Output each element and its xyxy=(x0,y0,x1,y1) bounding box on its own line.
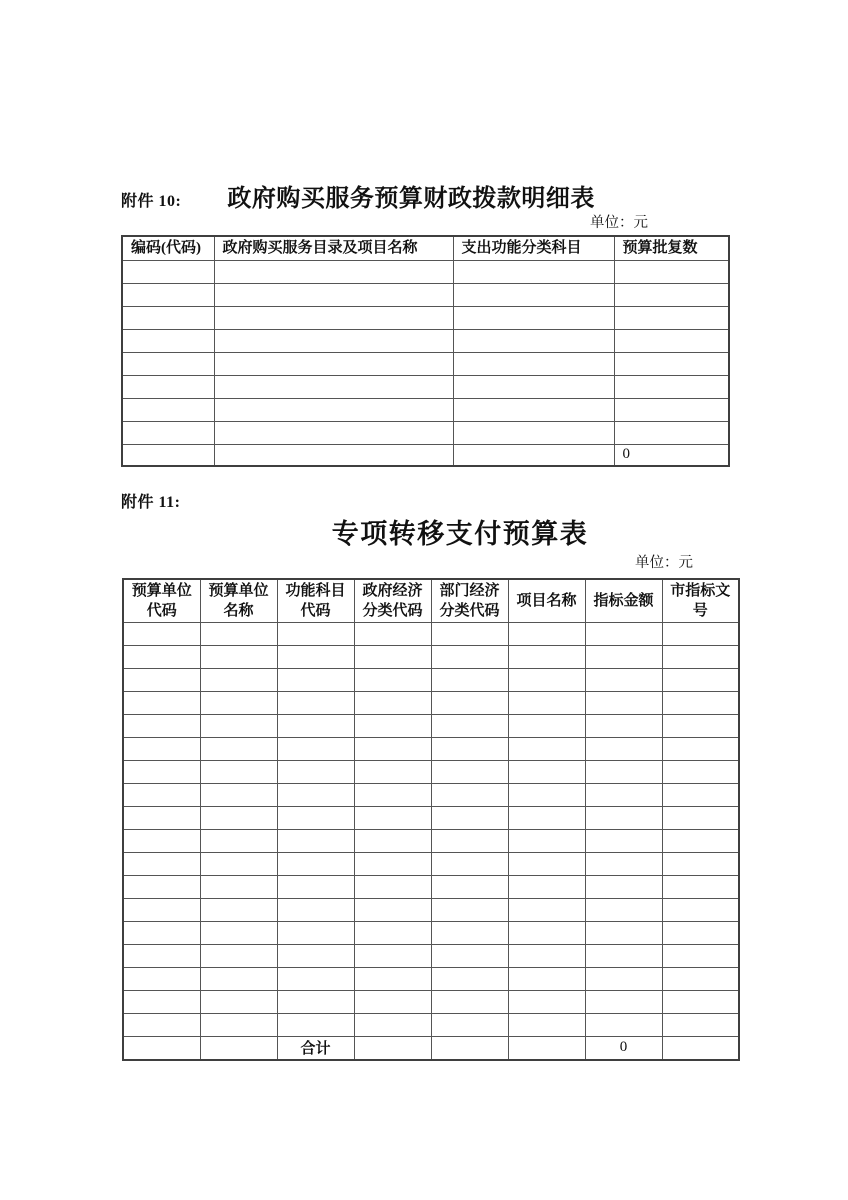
table-row xyxy=(123,760,739,783)
empty-cell xyxy=(354,622,431,645)
empty-cell xyxy=(200,806,277,829)
empty-cell xyxy=(123,737,200,760)
total-row-cell xyxy=(662,1036,739,1060)
empty-cell xyxy=(354,944,431,967)
column-header: 预算单位 名称 xyxy=(200,579,277,622)
column-header: 预算单位 代码 xyxy=(123,579,200,622)
empty-cell xyxy=(122,375,214,398)
empty-cell xyxy=(508,645,585,668)
empty-cell xyxy=(200,645,277,668)
empty-cell xyxy=(585,1013,662,1036)
empty-cell xyxy=(431,806,508,829)
empty-cell xyxy=(123,921,200,944)
empty-cell xyxy=(585,760,662,783)
empty-cell xyxy=(200,783,277,806)
empty-cell xyxy=(662,921,739,944)
table-row xyxy=(122,283,729,306)
total-value-cell: 0 xyxy=(585,1036,662,1060)
empty-cell xyxy=(662,691,739,714)
table-row xyxy=(122,421,729,444)
empty-cell xyxy=(585,990,662,1013)
empty-cell xyxy=(214,352,453,375)
empty-cell xyxy=(508,829,585,852)
table-row xyxy=(123,944,739,967)
empty-cell xyxy=(277,622,354,645)
special-transfer-payment-budget-table xyxy=(122,578,740,1061)
empty-cell xyxy=(123,622,200,645)
table-row xyxy=(123,691,739,714)
empty-cell xyxy=(431,829,508,852)
empty-cell xyxy=(123,1013,200,1036)
empty-cell xyxy=(200,944,277,967)
empty-cell xyxy=(200,898,277,921)
empty-cell xyxy=(354,875,431,898)
column-header: 政府购买服务目录及项目名称 xyxy=(214,236,453,260)
empty-cell xyxy=(200,714,277,737)
empty-cell xyxy=(662,990,739,1013)
empty-cell xyxy=(277,852,354,875)
empty-cell xyxy=(200,1013,277,1036)
empty-cell xyxy=(200,691,277,714)
empty-cell xyxy=(585,691,662,714)
empty-cell xyxy=(585,806,662,829)
empty-cell xyxy=(453,329,614,352)
empty-cell xyxy=(431,898,508,921)
empty-cell xyxy=(277,898,354,921)
total-row-cell xyxy=(354,1036,431,1060)
empty-cell xyxy=(277,921,354,944)
empty-cell xyxy=(354,783,431,806)
table-row xyxy=(122,306,729,329)
empty-cell xyxy=(431,875,508,898)
total-row-cell xyxy=(508,1036,585,1060)
empty-cell xyxy=(585,898,662,921)
table-row xyxy=(123,1013,739,1036)
empty-cell xyxy=(354,714,431,737)
column-header: 编码(代码) xyxy=(122,236,214,260)
empty-cell xyxy=(200,760,277,783)
column-header: 市指标文 号 xyxy=(662,579,739,622)
table-row xyxy=(122,352,729,375)
table-row xyxy=(123,875,739,898)
gov-purchase-service-budget-table xyxy=(121,235,730,467)
empty-cell xyxy=(123,783,200,806)
empty-cell xyxy=(354,806,431,829)
column-header: 政府经济 分类代码 xyxy=(354,579,431,622)
empty-cell xyxy=(214,306,453,329)
empty-cell xyxy=(200,622,277,645)
empty-cell xyxy=(354,852,431,875)
table-row xyxy=(122,260,729,283)
empty-cell xyxy=(200,668,277,691)
empty-cell xyxy=(508,921,585,944)
empty-cell xyxy=(214,421,453,444)
empty-cell xyxy=(354,967,431,990)
empty-cell xyxy=(122,260,214,283)
empty-cell xyxy=(214,260,453,283)
empty-cell xyxy=(453,283,614,306)
total-row-cell xyxy=(453,444,614,466)
empty-cell xyxy=(354,921,431,944)
empty-cell xyxy=(431,691,508,714)
empty-cell xyxy=(585,921,662,944)
unit-label-table-10: 单位：元 xyxy=(590,215,648,231)
empty-cell xyxy=(277,944,354,967)
table-row xyxy=(123,806,739,829)
attachment-11-label: 附件 11: xyxy=(121,494,181,511)
empty-cell xyxy=(508,898,585,921)
table-row xyxy=(122,329,729,352)
empty-cell xyxy=(431,921,508,944)
empty-cell xyxy=(431,944,508,967)
empty-cell xyxy=(508,691,585,714)
table-row xyxy=(123,737,739,760)
unit-label-table-11: 单位：元 xyxy=(635,555,693,571)
empty-cell xyxy=(354,737,431,760)
empty-cell xyxy=(122,421,214,444)
empty-cell xyxy=(453,352,614,375)
table-row xyxy=(123,967,739,990)
total-row xyxy=(122,444,729,466)
empty-cell xyxy=(585,668,662,691)
empty-cell xyxy=(453,306,614,329)
empty-cell xyxy=(354,1013,431,1036)
column-header: 支出功能分类科目 xyxy=(453,236,614,260)
empty-cell xyxy=(662,806,739,829)
empty-cell xyxy=(585,737,662,760)
empty-cell xyxy=(614,283,729,306)
empty-cell xyxy=(453,398,614,421)
empty-cell xyxy=(585,829,662,852)
empty-cell xyxy=(354,898,431,921)
empty-cell xyxy=(354,668,431,691)
table-row xyxy=(123,668,739,691)
empty-cell xyxy=(585,967,662,990)
empty-cell xyxy=(431,967,508,990)
empty-cell xyxy=(214,283,453,306)
total-row-cell xyxy=(214,444,453,466)
empty-cell xyxy=(123,760,200,783)
empty-cell xyxy=(277,990,354,1013)
empty-cell xyxy=(614,375,729,398)
empty-cell xyxy=(431,622,508,645)
empty-cell xyxy=(662,875,739,898)
empty-cell xyxy=(453,421,614,444)
column-header: 预算批复数 xyxy=(614,236,729,260)
empty-cell xyxy=(200,829,277,852)
empty-cell xyxy=(662,645,739,668)
empty-cell xyxy=(123,691,200,714)
empty-cell xyxy=(431,760,508,783)
total-row-cell xyxy=(122,444,214,466)
empty-cell xyxy=(662,1013,739,1036)
empty-cell xyxy=(277,668,354,691)
empty-cell xyxy=(277,875,354,898)
empty-cell xyxy=(123,990,200,1013)
empty-cell xyxy=(614,329,729,352)
empty-cell xyxy=(200,967,277,990)
empty-cell xyxy=(277,829,354,852)
empty-cell xyxy=(508,806,585,829)
table-row xyxy=(123,990,739,1013)
attachment-11-title: 专项转移支付预算表 xyxy=(331,519,589,549)
table-row xyxy=(123,898,739,921)
empty-cell xyxy=(123,944,200,967)
column-header: 项目名称 xyxy=(508,579,585,622)
empty-cell xyxy=(122,398,214,421)
empty-cell xyxy=(508,990,585,1013)
empty-cell xyxy=(200,921,277,944)
total-value-cell: 0 xyxy=(614,444,729,466)
empty-cell xyxy=(585,714,662,737)
empty-cell xyxy=(277,737,354,760)
empty-cell xyxy=(662,852,739,875)
empty-cell xyxy=(662,944,739,967)
empty-cell xyxy=(431,1013,508,1036)
table-row xyxy=(123,714,739,737)
empty-cell xyxy=(585,622,662,645)
total-row-cell xyxy=(431,1036,508,1060)
empty-cell xyxy=(614,352,729,375)
header-row xyxy=(123,579,739,622)
empty-cell xyxy=(662,668,739,691)
empty-cell xyxy=(431,990,508,1013)
empty-cell xyxy=(200,852,277,875)
empty-cell xyxy=(354,990,431,1013)
empty-cell xyxy=(508,760,585,783)
empty-cell xyxy=(508,967,585,990)
empty-cell xyxy=(354,829,431,852)
empty-cell xyxy=(123,875,200,898)
empty-cell xyxy=(662,783,739,806)
empty-cell xyxy=(662,714,739,737)
empty-cell xyxy=(431,668,508,691)
empty-cell xyxy=(662,760,739,783)
empty-cell xyxy=(614,421,729,444)
empty-cell xyxy=(585,645,662,668)
table-row xyxy=(123,622,739,645)
empty-cell xyxy=(277,806,354,829)
empty-cell xyxy=(508,944,585,967)
attachment-10-label: 附件 10: xyxy=(121,193,182,210)
empty-cell xyxy=(214,398,453,421)
empty-cell xyxy=(431,737,508,760)
empty-cell xyxy=(277,1013,354,1036)
empty-cell xyxy=(431,645,508,668)
empty-cell xyxy=(277,760,354,783)
empty-cell xyxy=(453,375,614,398)
empty-cell xyxy=(354,691,431,714)
empty-cell xyxy=(214,329,453,352)
total-label-cell: 合计 xyxy=(277,1036,354,1060)
table-row xyxy=(123,829,739,852)
empty-cell xyxy=(431,783,508,806)
empty-cell xyxy=(200,990,277,1013)
empty-cell xyxy=(277,967,354,990)
empty-cell xyxy=(431,852,508,875)
empty-cell xyxy=(122,306,214,329)
table-row xyxy=(123,852,739,875)
empty-cell xyxy=(508,783,585,806)
empty-cell xyxy=(508,737,585,760)
column-header: 部门经济 分类代码 xyxy=(431,579,508,622)
empty-cell xyxy=(277,783,354,806)
empty-cell xyxy=(508,1013,585,1036)
empty-cell xyxy=(277,691,354,714)
empty-cell xyxy=(614,398,729,421)
empty-cell xyxy=(123,967,200,990)
total-row-cell xyxy=(123,1036,200,1060)
empty-cell xyxy=(123,852,200,875)
empty-cell xyxy=(585,852,662,875)
table-row xyxy=(122,375,729,398)
empty-cell xyxy=(585,875,662,898)
attachment-10-title: 政府购买服务预算财政拨款明细表 xyxy=(227,186,595,212)
empty-cell xyxy=(662,622,739,645)
empty-cell xyxy=(508,875,585,898)
empty-cell xyxy=(122,352,214,375)
empty-cell xyxy=(662,967,739,990)
empty-cell xyxy=(614,306,729,329)
empty-cell xyxy=(614,260,729,283)
column-header: 指标金额 xyxy=(585,579,662,622)
empty-cell xyxy=(277,645,354,668)
empty-cell xyxy=(508,622,585,645)
empty-cell xyxy=(585,783,662,806)
empty-cell xyxy=(585,944,662,967)
table-row xyxy=(123,783,739,806)
empty-cell xyxy=(122,329,214,352)
attachment-10-heading xyxy=(121,178,595,213)
total-row-cell xyxy=(200,1036,277,1060)
empty-cell xyxy=(277,714,354,737)
empty-cell xyxy=(200,875,277,898)
empty-cell xyxy=(354,645,431,668)
table-row xyxy=(123,645,739,668)
table-row xyxy=(123,921,739,944)
empty-cell xyxy=(123,714,200,737)
empty-cell xyxy=(662,737,739,760)
empty-cell xyxy=(508,714,585,737)
empty-cell xyxy=(122,283,214,306)
empty-cell xyxy=(123,806,200,829)
empty-cell xyxy=(431,714,508,737)
empty-cell xyxy=(662,898,739,921)
total-row xyxy=(123,1036,739,1060)
empty-cell xyxy=(508,852,585,875)
empty-cell xyxy=(453,260,614,283)
empty-cell xyxy=(508,668,585,691)
table-row xyxy=(122,398,729,421)
column-header: 功能科目 代码 xyxy=(277,579,354,622)
empty-cell xyxy=(123,829,200,852)
empty-cell xyxy=(662,829,739,852)
empty-cell xyxy=(123,898,200,921)
empty-cell xyxy=(200,737,277,760)
empty-cell xyxy=(214,375,453,398)
empty-cell xyxy=(123,645,200,668)
empty-cell xyxy=(123,668,200,691)
empty-cell xyxy=(354,760,431,783)
header-row xyxy=(122,236,729,260)
